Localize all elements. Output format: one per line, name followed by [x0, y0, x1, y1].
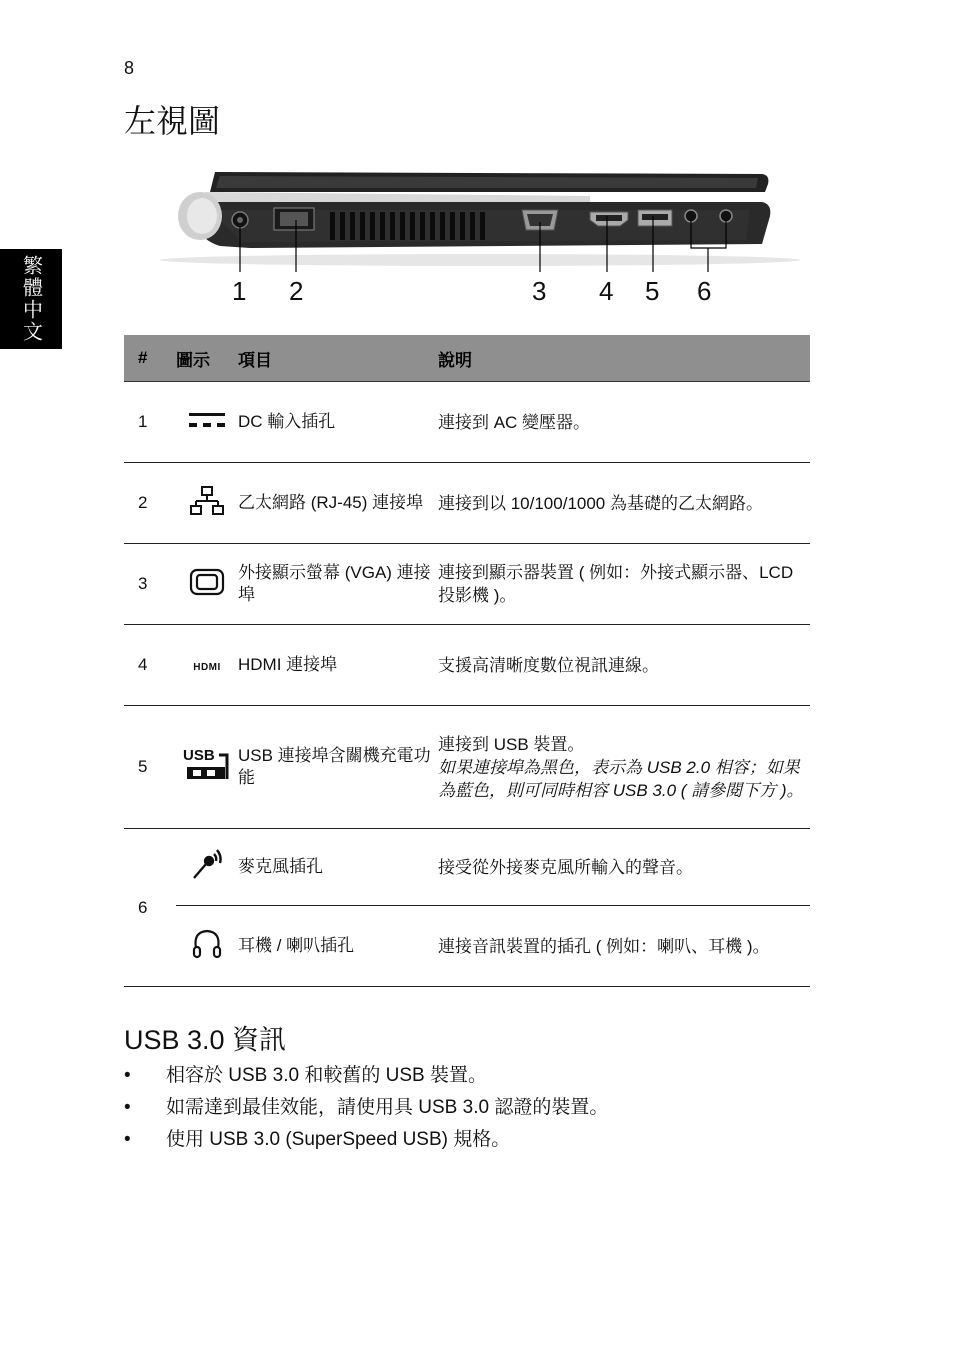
row-desc: 連接音訊裝置的插孔 ( 例如：喇叭、耳機 )。: [438, 906, 810, 987]
row-desc: 接受從外接麥克風所輸入的聲音。: [438, 829, 810, 906]
row-number: 2: [124, 463, 176, 544]
usb-charge-icon: [176, 706, 238, 829]
row-desc: [438, 706, 810, 829]
table-row: [124, 829, 810, 906]
row-item: DC 輸入插孔: [238, 382, 438, 463]
table-row: [124, 382, 810, 463]
row-desc-note: 如果連接埠為黑色，表示為 USB 2.0 相容；如果為藍色，則可同時相容 USB 3.0 ( 請參閱下方 )。: [438, 757, 804, 800]
microphone-icon: [176, 829, 238, 906]
usb-info-list: [124, 1060, 608, 1156]
table-header-row: [124, 335, 810, 382]
table-row: [124, 544, 810, 625]
table-row: [124, 706, 810, 829]
row-number: 3: [124, 544, 176, 625]
row-number: 6: [124, 829, 176, 987]
callout-4: 4: [599, 276, 614, 306]
list-item: • 相容於 USB 3.0 和較舊的 USB 裝置。: [124, 1060, 608, 1092]
page-title: 左視圖: [124, 103, 221, 139]
header-num: #: [124, 335, 176, 382]
hdmi-logo-text: HDMI: [193, 662, 221, 673]
callout-1: 1: [232, 276, 247, 306]
row-number: 4: [124, 625, 176, 706]
dc-in-icon: [176, 382, 238, 463]
language-tab: [0, 249, 62, 349]
list-item: • 如需達到最佳效能，請使用具 USB 3.0 認證的裝置。: [124, 1092, 608, 1124]
header-desc: 說明: [438, 335, 810, 382]
headphone-icon: [176, 906, 238, 987]
table-row: [124, 463, 810, 544]
row-item: 乙太網路 (RJ-45) 連接埠: [238, 463, 438, 544]
row-number: 1: [124, 382, 176, 463]
row-desc: 連接到以 10/100/1000 為基礎的乙太網路。: [438, 463, 810, 544]
callout-2: 2: [289, 276, 304, 306]
table-row: [124, 906, 810, 987]
row-desc: 支援高清晰度數位視訊連線。: [438, 625, 810, 706]
ports-table: [124, 335, 810, 987]
header-item: 項目: [238, 335, 438, 382]
header-icon: 圖示: [176, 335, 238, 382]
table-row: [124, 625, 810, 706]
hdmi-icon: [176, 625, 238, 706]
row-desc-main: 連接到 USB 裝置。: [438, 734, 585, 754]
row-item: HDMI 連接埠: [238, 625, 438, 706]
callout-5: 5: [645, 276, 660, 306]
usb-logo-text: USB: [183, 746, 215, 764]
callout-3: 3: [532, 276, 547, 306]
row-item: 外接顯示螢幕 (VGA) 連接埠: [238, 544, 438, 625]
usb-section-title: USB 3.0 資訊: [124, 1025, 287, 1055]
row-item: USB 連接埠含關機充電功能: [238, 706, 438, 829]
page-number: 8: [124, 58, 135, 78]
network-icon: [176, 463, 238, 544]
row-item: 麥克風插孔: [238, 829, 438, 906]
row-number: 5: [124, 706, 176, 829]
language-tab-label: 繁體中文: [19, 255, 42, 343]
vga-icon: [176, 544, 238, 625]
list-item: • 使用 USB 3.0 (SuperSpeed USB) 規格。: [124, 1124, 608, 1156]
row-desc: 連接到 AC 變壓器。: [438, 382, 810, 463]
callout-6: 6: [697, 276, 712, 306]
row-item: 耳機 / 喇叭插孔: [238, 906, 438, 987]
row-desc: 連接到顯示器裝置 ( 例如：外接式顯示器、LCD 投影機 )。: [438, 544, 810, 625]
